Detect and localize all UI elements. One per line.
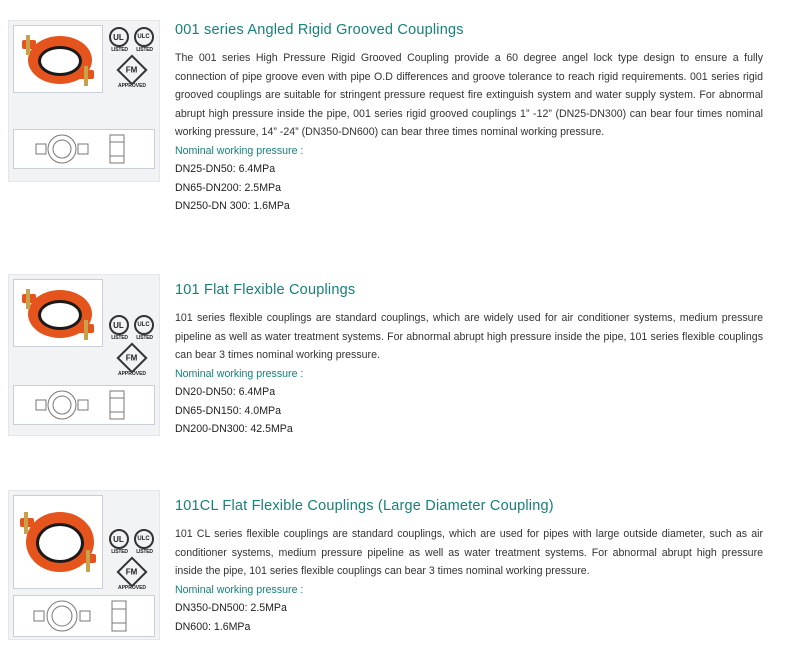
- fm-approved-icon: FM: [116, 342, 147, 373]
- product-description: The 001 series High Pressure Rigid Grooved Coupling provide a 60 degree angel lock type design to ensure a fully connection of pipe groove even with pipe O.D differences and groove tolerance to reach rigid requirements. 001 series rigid grooved couplings are suitable for stringent pressure request fire extinguish system and water supply system. For abnormal abrupt high pressure inside the pipe, 001 series rigid grooved couplings 1” -12” (DN25-DN300) can bear four times nominal working pressure, 14” -24” (DN350-DN600) can bear three times nominal working pressure.: [175, 52, 763, 138]
- pressure-label: Nominal working pressure :: [175, 144, 304, 157]
- product-thumbnail[interactable]: [8, 490, 160, 640]
- product-title: 001 series Angled Rigid Grooved Couplings: [175, 22, 464, 38]
- coupling-photo[interactable]: [13, 25, 103, 93]
- pressure-spec: DN20-DN50: 6.4MPa: [175, 386, 276, 398]
- coupling-drawing[interactable]: [13, 385, 155, 425]
- pressure-spec: DN600: 1.6MPa: [175, 620, 251, 633]
- fm-approved-icon: FM: [116, 556, 147, 587]
- pressure-spec: DN65-DN200: 2.5MPa: [175, 181, 281, 194]
- product-thumbnail[interactable]: [8, 274, 160, 436]
- coupling-drawing[interactable]: [13, 595, 155, 637]
- product-title: 101CL Flat Flexible Couplings (Large Diameter Coupling): [175, 498, 554, 514]
- certification-badges: UL LISTED ULC LISTED FM APPROVED: [107, 529, 157, 599]
- ul-listed-icon: UL: [109, 27, 129, 47]
- certification-badges: UL LISTED ULC LISTED FM APPROVED: [107, 27, 157, 97]
- ulc-listed-icon: ULC: [134, 27, 154, 47]
- fm-approved-icon: FM: [116, 54, 147, 85]
- pressure-spec: DN350-DN500: 2.5MPa: [175, 602, 287, 614]
- ul-listed-icon: UL: [109, 529, 129, 549]
- ulc-listed-icon: ULC: [134, 315, 154, 335]
- coupling-photo[interactable]: [13, 495, 103, 589]
- coupling-drawing[interactable]: [13, 129, 155, 169]
- certification-badges: UL LISTED ULC LISTED FM APPROVED: [107, 315, 157, 385]
- pressure-spec: DN25-DN50: 6.4MPa: [175, 163, 276, 175]
- ulc-listed-icon: ULC: [134, 529, 154, 549]
- pressure-spec: DN200-DN300: 42.5MPa: [175, 423, 293, 435]
- pressure-label: Nominal working pressure :: [175, 583, 304, 596]
- product-description: 101 series flexible couplings are standard couplings, which are widely used for air conditioner systems, medium pressure pipeline as well as water treatment systems. For abnormal abrupt high pressure inside the pipe, 101 series flexible couplings can bear 3 times nominal working pressure.: [175, 312, 763, 361]
- pressure-label: Nominal working pressure :: [175, 367, 304, 380]
- coupling-photo[interactable]: [13, 279, 103, 347]
- pressure-spec: DN65-DN150: 4.0MPa: [175, 404, 281, 417]
- product-title: 101 Flat Flexible Couplings: [175, 282, 356, 298]
- ul-listed-icon: UL: [109, 315, 129, 335]
- pressure-spec: DN250-DN 300: 1.6MPa: [175, 200, 290, 212]
- product-thumbnail[interactable]: [8, 20, 160, 182]
- product-description: 101 CL series flexible couplings are standard couplings, which are used for pipes with large outside diameter, such as air conditioner systems, medium pressure pipeline as well as water treatment systems. For abnormal abrupt high pressure inside the pipe, 101 series flexible couplings can bear 3 times nominal working pressure.: [175, 528, 763, 577]
